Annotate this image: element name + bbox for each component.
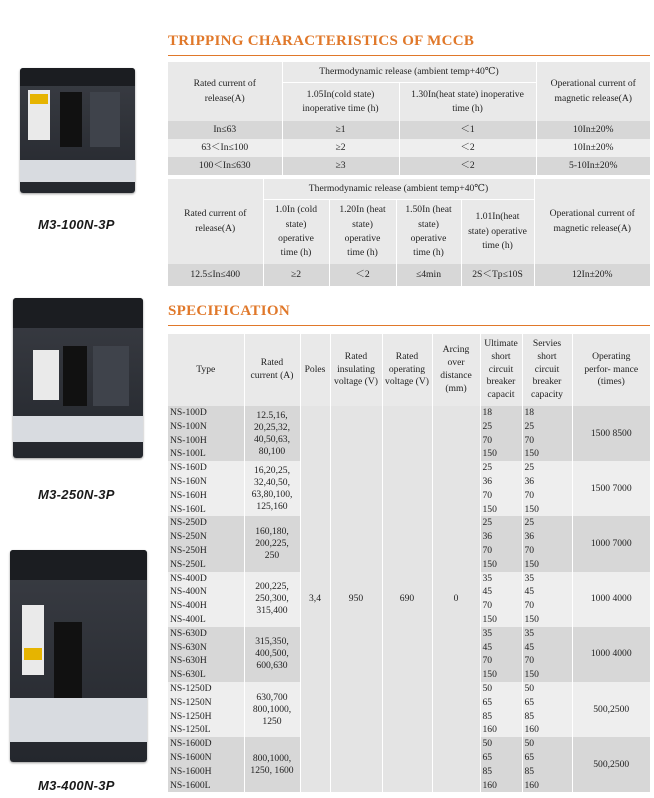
table-cell: NS-250H bbox=[168, 544, 244, 558]
table-cell: 50 bbox=[522, 682, 572, 696]
table-cell: 50 bbox=[480, 682, 522, 696]
table-cell: 85 bbox=[522, 765, 572, 779]
table-cell: ＜2 bbox=[399, 157, 536, 175]
table-cell: 150 bbox=[480, 668, 522, 682]
table-header: 1.30In(heat state) inoperative time (h) bbox=[399, 83, 536, 122]
table-cell: ≤4min bbox=[396, 264, 461, 286]
table-header: Rated current of release(A) bbox=[168, 62, 282, 121]
product-image-m3-400n bbox=[6, 545, 151, 767]
table-cell: NS-160H bbox=[168, 489, 244, 503]
table-cell: 150 bbox=[522, 668, 572, 682]
table-cell: 45 bbox=[522, 641, 572, 655]
table-cell: 160 bbox=[522, 723, 572, 737]
table-cell: NS-1600H bbox=[168, 765, 244, 779]
table-cell: 12In±20% bbox=[534, 264, 650, 286]
table-cell: NS-1250H bbox=[168, 710, 244, 724]
product-image-m3-100n bbox=[10, 60, 145, 210]
table-cell: 45 bbox=[480, 641, 522, 655]
table-header: Rated current of release(A) bbox=[168, 179, 263, 264]
table-cell: 150 bbox=[480, 503, 522, 517]
table-header-row bbox=[168, 334, 650, 406]
table-cell: ＜1 bbox=[399, 121, 536, 139]
table-cell: In≤63 bbox=[168, 121, 282, 139]
table-cell: 65 bbox=[480, 696, 522, 710]
table-cell: 70 bbox=[522, 599, 572, 613]
section-heading: SPECIFICATION bbox=[168, 303, 290, 319]
table-cell: 950 bbox=[330, 406, 382, 792]
table-cell: 63＜In≤100 bbox=[168, 139, 282, 157]
table-cell: 2S＜Tp≤10S bbox=[461, 264, 534, 286]
table-cell: 1000 7000 bbox=[572, 516, 650, 571]
table-cell: NS-100N bbox=[168, 420, 244, 434]
table-cell: 85 bbox=[480, 765, 522, 779]
table-cell: NS-1600L bbox=[168, 779, 244, 793]
table-cell: NS-160N bbox=[168, 475, 244, 489]
table-cell: 18 bbox=[480, 406, 522, 420]
table-cell: 0 bbox=[432, 406, 480, 792]
table-cell: NS-630N bbox=[168, 641, 244, 655]
table-header: Arcing over distance (mm) bbox=[432, 334, 480, 406]
table-cell: 160 bbox=[522, 779, 572, 793]
table-cell: NS-630L bbox=[168, 668, 244, 682]
table-cell: NS-630D bbox=[168, 627, 244, 641]
product-label: M3-100N-3P bbox=[38, 217, 115, 232]
table-cell: 150 bbox=[522, 558, 572, 572]
table-cell: 315,350, 400,500, 600,630 bbox=[244, 627, 300, 682]
table-header: Operational current of magnetic release(A) bbox=[549, 208, 635, 234]
table-header: Servies short circuit breaker capacity bbox=[522, 334, 572, 406]
table-cell: 12.5≤In≤400 bbox=[168, 264, 263, 286]
table-cell: 36 bbox=[480, 475, 522, 489]
table-cell: 25 bbox=[522, 461, 572, 475]
table-row bbox=[168, 264, 650, 286]
table-cell: 150 bbox=[522, 503, 572, 517]
table-cell: ≥1 bbox=[282, 121, 399, 139]
table-header: Operational current of magnetic release(A) bbox=[550, 78, 636, 104]
table-cell: ≥2 bbox=[263, 264, 329, 286]
table-cell: 630,700 800,1000, 1250 bbox=[244, 682, 300, 737]
table-cell: 500,2500 bbox=[572, 682, 650, 737]
table-header: Thermodynamic release (ambient temp+40℃) bbox=[263, 179, 534, 200]
table-header: 1.05In(cold state) inoperative time (h) bbox=[282, 83, 399, 122]
table-cell: 150 bbox=[522, 613, 572, 627]
table-cell: 500,2500 bbox=[572, 737, 650, 792]
table-cell: 65 bbox=[522, 696, 572, 710]
tripping-table-2 bbox=[168, 179, 650, 286]
table-row bbox=[168, 139, 650, 157]
table-cell: 200,225, 250,300, 315,400 bbox=[244, 572, 300, 627]
table-header: 1.0In (cold state) operative time (h) bbox=[263, 200, 329, 265]
section-divider bbox=[168, 325, 650, 326]
table-cell: 160 bbox=[480, 723, 522, 737]
table-cell: NS-1600D bbox=[168, 737, 244, 751]
table-cell: 150 bbox=[480, 558, 522, 572]
table-cell: 25 bbox=[480, 420, 522, 434]
tripping-table-1 bbox=[168, 62, 650, 175]
table-header: Type bbox=[168, 334, 244, 406]
table-cell: 70 bbox=[480, 489, 522, 503]
table-cell: 100＜In≤630 bbox=[168, 157, 282, 175]
table-cell: 150 bbox=[522, 447, 572, 461]
product-image-m3-250n bbox=[8, 292, 148, 464]
table-row bbox=[168, 157, 650, 175]
specification-table bbox=[168, 334, 650, 792]
table-cell: 10In±20% bbox=[536, 121, 650, 139]
table-cell: 45 bbox=[522, 585, 572, 599]
table-cell: 800,1000, 1250, 1600 bbox=[244, 737, 300, 792]
table-cell: 45 bbox=[480, 585, 522, 599]
table-cell: NS-1250N bbox=[168, 696, 244, 710]
table-cell: 25 bbox=[480, 461, 522, 475]
table-cell: ≥3 bbox=[282, 157, 399, 175]
table-header: Rated insulating voltage (V) bbox=[330, 334, 382, 406]
table-cell: 25 bbox=[480, 516, 522, 530]
table-cell: 150 bbox=[480, 447, 522, 461]
table-cell: 3,4 bbox=[300, 406, 330, 792]
table-cell: 65 bbox=[522, 751, 572, 765]
table-header: Poles bbox=[300, 334, 330, 406]
table-cell: 65 bbox=[480, 751, 522, 765]
table-cell: 12.5,16, 20,25,32, 40,50,63, 80,100 bbox=[244, 406, 300, 461]
table-header: 1.01In(heat state) operative time (h) bbox=[461, 200, 534, 265]
table-cell: 35 bbox=[480, 572, 522, 586]
table-cell: 25 bbox=[522, 420, 572, 434]
table-cell: NS-100H bbox=[168, 434, 244, 448]
table-cell: NS-100D bbox=[168, 406, 244, 420]
table-cell: NS-160D bbox=[168, 461, 244, 475]
table-cell: 150 bbox=[480, 613, 522, 627]
table-cell: NS-1600N bbox=[168, 751, 244, 765]
table-cell: 70 bbox=[480, 599, 522, 613]
table-cell: 70 bbox=[522, 654, 572, 668]
table-cell: 70 bbox=[522, 434, 572, 448]
table-header: Rated current (A) bbox=[244, 334, 300, 406]
table-cell: NS-250L bbox=[168, 558, 244, 572]
table-cell: 36 bbox=[522, 530, 572, 544]
table-cell: 160,180, 200,225, 250 bbox=[244, 516, 300, 571]
table-cell: 690 bbox=[382, 406, 432, 792]
table-header: 1.50In (heat state) operative time (h) bbox=[396, 200, 461, 265]
table-cell: 10In±20% bbox=[536, 139, 650, 157]
table-cell: 50 bbox=[522, 737, 572, 751]
table-header: Thermodynamic release (ambient temp+40℃) bbox=[282, 62, 536, 83]
table-cell: NS-250N bbox=[168, 530, 244, 544]
table-cell: 70 bbox=[522, 489, 572, 503]
table-cell: NS-400D bbox=[168, 572, 244, 586]
table-row bbox=[168, 121, 650, 139]
table-header: Rated operating voltage (V) bbox=[382, 334, 432, 406]
table-cell: 70 bbox=[480, 434, 522, 448]
table-cell: NS-400N bbox=[168, 585, 244, 599]
table-cell: NS-400H bbox=[168, 599, 244, 613]
table-cell: NS-1250L bbox=[168, 723, 244, 737]
table-cell: 160 bbox=[480, 779, 522, 793]
table-cell: 1000 4000 bbox=[572, 572, 650, 627]
table-header: Ultimate short circuit breaker capacit bbox=[480, 334, 522, 406]
table-cell: NS-1250D bbox=[168, 682, 244, 696]
table-cell: 36 bbox=[480, 530, 522, 544]
table-cell: 85 bbox=[522, 710, 572, 724]
table-cell: ＜2 bbox=[399, 139, 536, 157]
table-cell: 70 bbox=[480, 544, 522, 558]
table-cell: 36 bbox=[522, 475, 572, 489]
product-label: M3-400N-3P bbox=[38, 778, 115, 793]
table-cell: NS-630H bbox=[168, 654, 244, 668]
table-row bbox=[168, 406, 650, 420]
table-cell: 25 bbox=[522, 516, 572, 530]
table-cell: ≥2 bbox=[282, 139, 399, 157]
table-cell: NS-100L bbox=[168, 447, 244, 461]
product-label: M3-250N-3P bbox=[38, 487, 115, 502]
table-cell: 70 bbox=[480, 654, 522, 668]
table-cell: 70 bbox=[522, 544, 572, 558]
table-cell: 35 bbox=[522, 627, 572, 641]
table-cell: NS-400L bbox=[168, 613, 244, 627]
table-cell: 18 bbox=[522, 406, 572, 420]
table-cell: 16,20,25, 32,40,50, 63,80,100, 125,160 bbox=[244, 461, 300, 516]
section-divider bbox=[168, 55, 650, 56]
table-header: 1.20In (heat state) operative time (h) bbox=[329, 200, 396, 265]
table-cell: 50 bbox=[480, 737, 522, 751]
table-cell: 35 bbox=[480, 627, 522, 641]
table-cell: 35 bbox=[522, 572, 572, 586]
section-heading: TRIPPING CHARACTERISTICS OF MCCB bbox=[168, 33, 475, 49]
table-cell: 1500 7000 bbox=[572, 461, 650, 516]
table-cell: 5-10In±20% bbox=[536, 157, 650, 175]
table-cell: NS-250D bbox=[168, 516, 244, 530]
table-cell: 1000 4000 bbox=[572, 627, 650, 682]
table-cell: 1500 8500 bbox=[572, 406, 650, 461]
table-header: Operating perfor- mance (times) bbox=[572, 334, 650, 406]
table-cell: NS-160L bbox=[168, 503, 244, 517]
table-cell: 85 bbox=[480, 710, 522, 724]
table-cell: ＜2 bbox=[329, 264, 396, 286]
